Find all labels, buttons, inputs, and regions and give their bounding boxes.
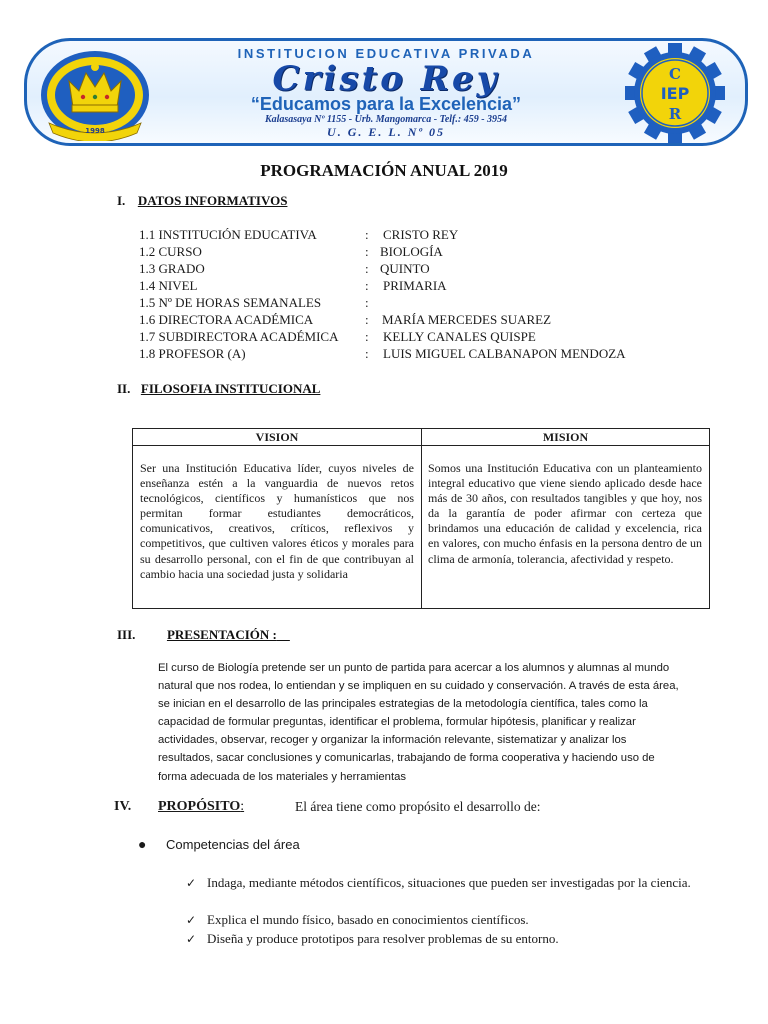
checkmark-icon: ✓ — [186, 932, 197, 946]
info-row-value: LUIS MIGUEL CALBANAPON MENDOZA — [383, 346, 626, 361]
info-row-colon: : — [365, 329, 369, 344]
school-address: Kalasasaya Nº 1155 - Urb. Mangomarca - Telf.: 459 - 3954 — [264, 114, 508, 125]
info-row-value: MARÍA MERCEDES SUAREZ — [382, 312, 552, 327]
section-3-title: PRESENTACIÓN : — [166, 627, 277, 642]
info-row-colon: : — [365, 261, 369, 276]
competency-text: Diseña y produce prototipos para resolver problemas de su entorno. — [207, 931, 559, 946]
checkmark-icon: ✓ — [186, 913, 197, 927]
section-4-number: IV. — [114, 799, 132, 814]
info-row-label: 1.4 NIVEL — [139, 278, 198, 293]
competency-text: Indaga, mediante métodos científicos, situaciones que pueden ser investigadas por la ciencia. — [207, 875, 691, 890]
institution-type: INSTITUCION EDUCATIVA PRIVADA — [237, 46, 535, 61]
school-name: Cristo Rey — [272, 59, 500, 99]
competencies-label: Competencias del área — [166, 837, 300, 852]
table-column-divider — [421, 429, 422, 608]
table-header-divider — [133, 445, 709, 446]
presentation-paragraph: El curso de Biología pretende ser un punto de partida para acercar a los alumnos y alumnas al mundo natural que nos rodea, lo entiendan y se impliquen en su cuidado y conservación. A través de esta área, se inician en el desarrollo de las principales estrategias de la metodología científica, tales como la capacidad de formular preguntas, identificar el problema, formular hipótesis, planificar y realizar actividades, observar, recoger y organizar la información relevante, sistematizar y analizar los resultados, sacar conclusiones y comunicarlas, trabajando de forma cooperativa y haciendo uso de forma adecuada de los materiales y herramientas — [158, 662, 679, 783]
gear-letter-top: C — [669, 65, 681, 83]
section-1-title: DATOS INFORMATIVOS — [137, 193, 288, 208]
vision-text: Ser una Institución Educativa líder, cuyos niveles de enseñanza estén a la vanguardia de nuevos retos tecnológicos, científicos y humanísticos que nos permitan formar estudiantes democráticos, comunicativos, creativos, críticos, reflexivos y competitivos, que cultiven valores éticos y morales para su desarrollo personal, con el fin de que contribuyan al cambio hacia una sociedad justa y solidaria — [140, 461, 414, 581]
info-row-label: 1.8 PROFESOR (A) — [139, 346, 246, 361]
info-row-value: BIOLOGÍA — [380, 244, 443, 259]
info-row-colon: : — [365, 295, 369, 310]
info-row-colon: : — [365, 346, 369, 361]
section-1-number: I. — [117, 193, 126, 208]
document-title: PROGRAMACIÓN ANUAL 2019 — [260, 161, 508, 180]
school-ugel: U. G. E. L. Nº 05 — [327, 125, 445, 139]
section-4-heading — [114, 799, 541, 815]
info-row-label: 1.1 INSTITUCIÓN EDUCATIVA — [139, 227, 317, 242]
section-2-title: FILOSOFIA INSTITUCIONAL — [140, 381, 321, 396]
info-row-label: 1.7 SUBDIRECTORA ACADÉMICA — [139, 329, 339, 344]
section-3-number: III. — [117, 627, 136, 642]
info-row-label: 1.2 CURSO — [139, 244, 202, 259]
info-row-value: CRISTO REY — [383, 227, 459, 242]
info-row-colon: : — [365, 244, 369, 259]
mision-text: Somos una Institución Educativa con un planteamiento integral educativo que viene siendo aplicado desde hace más de 30 años, con resultados tangibles y que hoy, nos da la garantía de poder afirmar con certeza que brindamos una educación de calidad y excelencia, rica en valores, con mucho énfasis en la persona dentro de un clima de armonía, tolerancia, afectividad y respeto. — [428, 461, 702, 566]
section-1-heading — [117, 193, 287, 209]
info-row-colon: : — [365, 278, 369, 293]
info-row-colon: : — [365, 227, 369, 242]
section-4-title: PROPÓSITO: — [158, 799, 245, 814]
info-row-label: 1.3 GRADO — [139, 261, 205, 276]
mision-header: MISION — [542, 430, 589, 444]
vision-mision-table — [132, 428, 710, 609]
section-4-intro: El área tiene como propósito el desarrollo de: — [295, 799, 541, 814]
info-row-label: 1.5 Nº DE HORAS SEMANALES — [139, 295, 322, 310]
gear-letter-middle: IEP — [660, 84, 690, 103]
school-motto: “Educamos para la Excelencia” — [250, 94, 522, 114]
iep-gear-logo — [617, 43, 733, 143]
info-row-colon: : — [365, 312, 369, 327]
competency-text: Explica el mundo físico, basado en conocimientos científicos. — [207, 912, 529, 927]
gear-letter-bottom: R — [668, 105, 682, 123]
school-header-banner — [24, 38, 748, 146]
vision-header: VISION — [255, 430, 299, 444]
bullet-icon: ● — [138, 836, 147, 852]
section-2-number: II. — [117, 381, 131, 396]
info-row-value: PRIMARIA — [383, 278, 447, 293]
info-row-value: KELLY CANALES QUISPE — [383, 329, 536, 344]
checkmark-icon: ✓ — [186, 876, 197, 890]
info-row-value: QUINTO — [380, 261, 430, 276]
info-row-label: 1.6 DIRECTORA ACADÉMICA — [139, 312, 314, 327]
section-2-heading — [117, 381, 320, 397]
section-3-heading — [117, 627, 290, 643]
crest-year: 1998 — [85, 127, 105, 135]
